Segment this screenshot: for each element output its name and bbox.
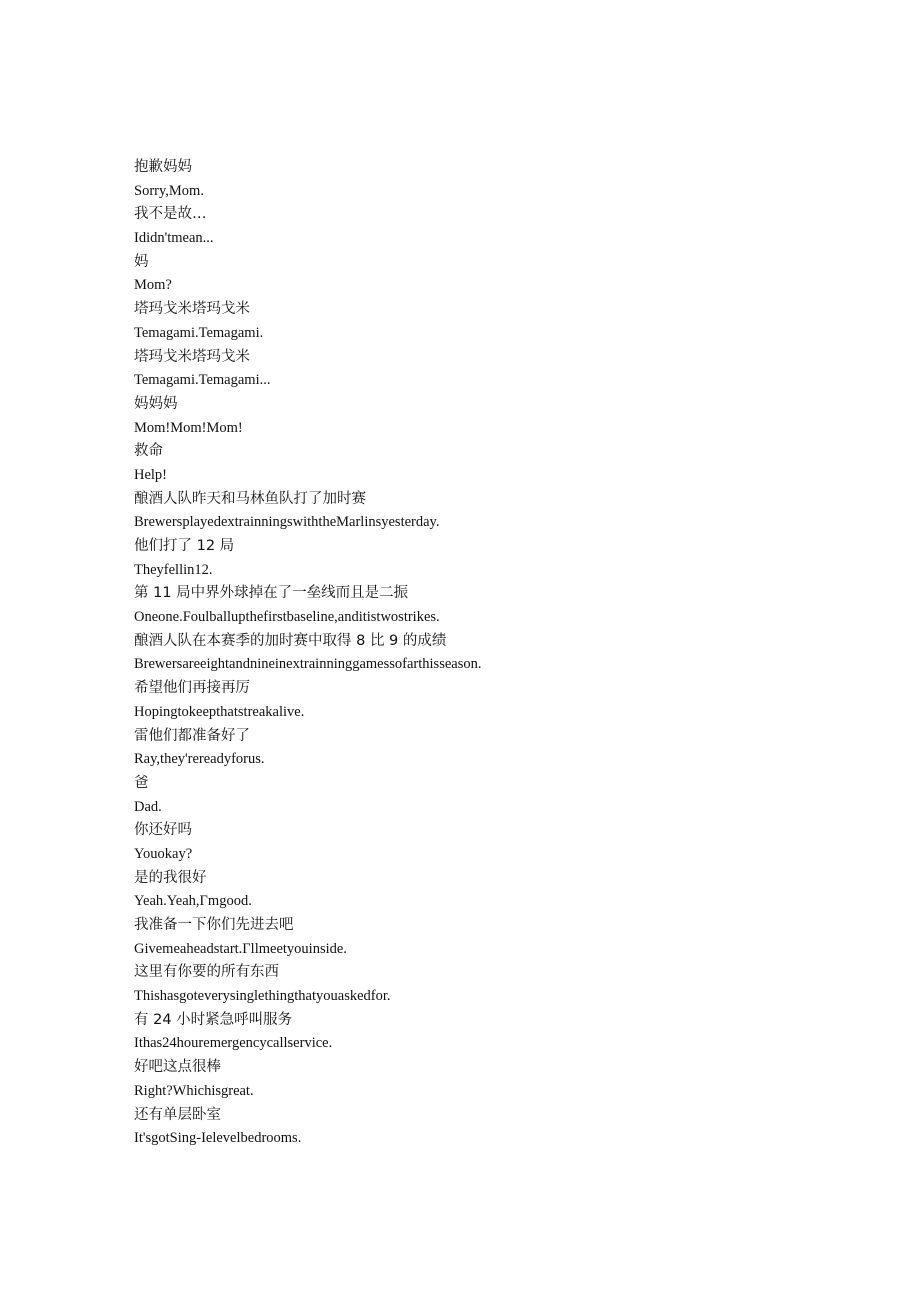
subtitle-line-english: Temagami.Temagami. [134, 324, 264, 341]
subtitle-line-english: Hopingtokeepthatstreakalive. [134, 703, 305, 720]
subtitle-line-chinese: 妈妈妈 [134, 395, 178, 412]
subtitle-line-english: Ray,they'rereadyforus. [134, 751, 265, 768]
subtitle-line-chinese: 雷他们都准备好了 [134, 727, 250, 744]
subtitle-line-english: Mom? [134, 277, 172, 294]
subtitle-line-chinese: 这里有你要的所有东西 [134, 964, 279, 981]
subtitle-line-chinese: 救命 [134, 443, 163, 460]
subtitle-line-chinese: 他们打了 12 局 [134, 538, 235, 554]
subtitle-line-chinese: 希望他们再接再厉 [134, 680, 250, 697]
subtitle-line-chinese: 第 11 局中界外球掉在了一垒线而且是二振 [134, 585, 409, 602]
subtitle-line-english: Oneone.Foulballupthefirstbaseline,anditistwostrikes. [134, 609, 440, 626]
subtitle-line-english: Temagami.Temagami... [134, 372, 271, 389]
subtitle-line-chinese: 有 24 小时紧急呼叫服务 [134, 1011, 293, 1028]
subtitle-line-english: Youokay? [134, 845, 193, 862]
subtitle-line-chinese: 塔玛戈米塔玛戈米 [134, 348, 250, 365]
subtitle-line-chinese: 爸 [134, 774, 149, 791]
subtitle-line-chinese: 好吧这点很棒 [134, 1059, 221, 1076]
subtitle-line-chinese: 塔玛戈米塔玛戈米 [134, 301, 250, 318]
subtitle-line-chinese: 抱歉妈妈 [134, 159, 192, 175]
subtitle-line-chinese: 妈 [134, 253, 149, 270]
subtitle-line-english: Yeah.Yeah,Γmgood. [134, 893, 252, 910]
subtitle-line-english: Mom!Mom!Mom! [134, 419, 243, 436]
subtitle-line-english: Help! [134, 466, 168, 483]
subtitle-line-english: Sorry,Mom. [134, 182, 204, 199]
subtitle-line-english: It'sgotSing-Ielevelbedrooms. [134, 1130, 302, 1147]
subtitle-line-english: Thishasgoteverysinglethingthatyouaskedfor. [134, 988, 391, 1005]
subtitle-document [134, 156, 834, 1151]
subtitle-line-english: Ithas24houremergencycallservice. [134, 1035, 333, 1052]
subtitle-line-english: Ididn'tmean... [134, 230, 214, 247]
subtitle-line-english: Givemeaheadstart.Γllmeetyouinside. [134, 940, 347, 957]
subtitle-line-chinese: 我不是故… [134, 206, 207, 223]
subtitle-line-english: Dad. [134, 798, 162, 815]
subtitle-line-chinese: 你还好吗 [134, 822, 192, 839]
subtitle-line-chinese: 还有单层卧室 [134, 1106, 221, 1123]
subtitle-line-english: Theyfellin12. [134, 561, 213, 578]
subtitle-line-english: Brewersareeightandnineinextrainninggamessofarthisseason. [134, 656, 482, 673]
subtitle-line-chinese: 是的我很好 [134, 869, 207, 886]
subtitle-line-english: BrewersplayedextrainningswiththeMarlinsyesterday. [134, 514, 440, 531]
subtitle-line-chinese: 酿酒人队在本赛季的加时赛中取得 8 比 9 的成绩 [134, 632, 447, 649]
subtitle-line-chinese: 酿酒人队昨天和马林鱼队打了加时赛 [134, 490, 366, 507]
subtitle-line-chinese: 我准备一下你们先进去吧 [134, 917, 294, 933]
subtitle-line-english: Right?Whichisgreat. [134, 1082, 254, 1099]
